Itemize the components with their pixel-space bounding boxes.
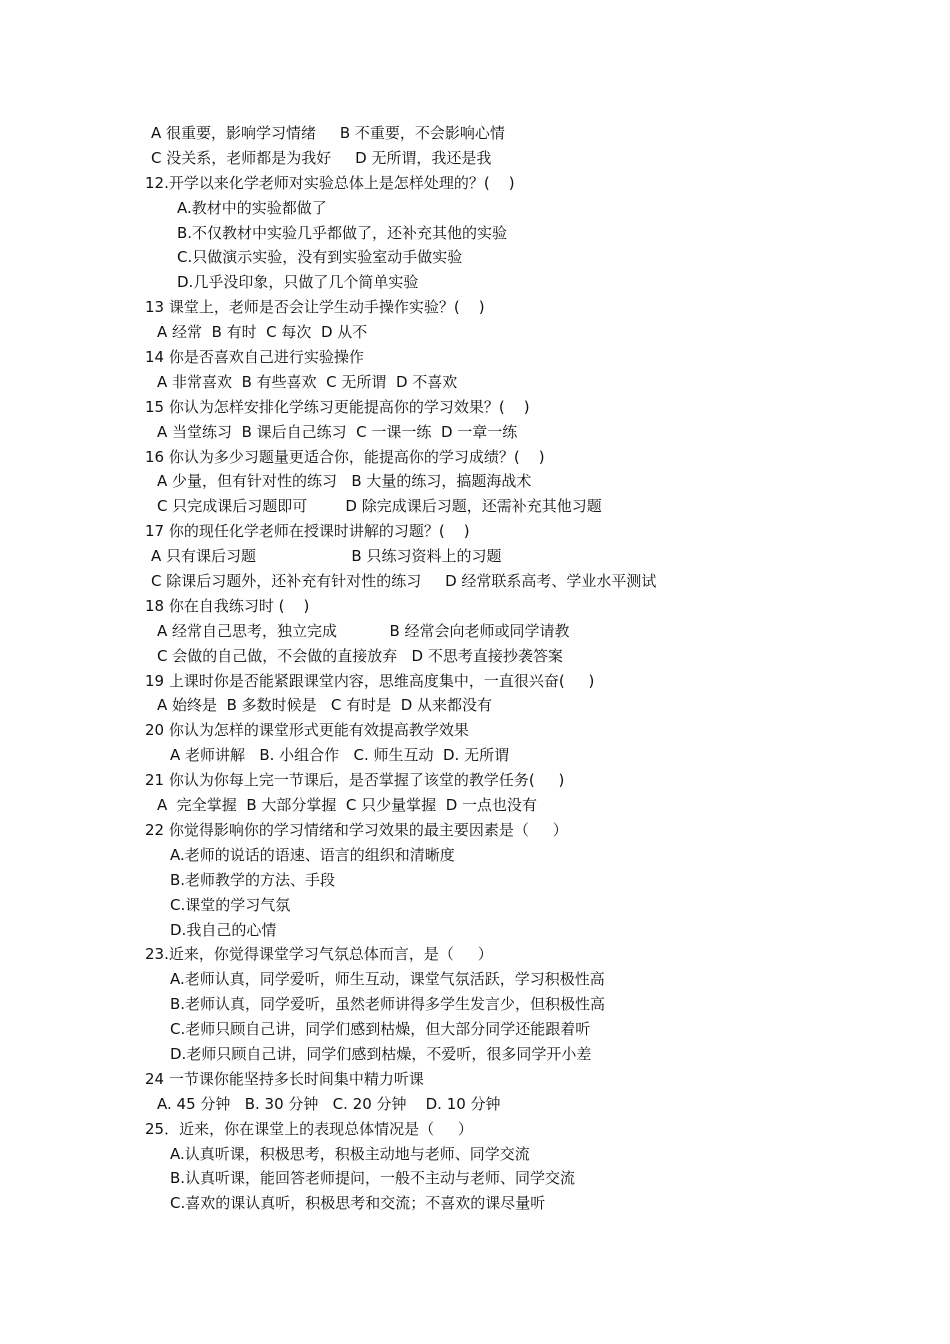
option-line: C.喜欢的课认真听，积极思考和交流；不喜欢的课尽量听	[170, 1194, 546, 1213]
option-line: D.我自己的心情	[170, 920, 277, 939]
option-line: A 很重要，影响学习情绪 B 不重要，不会影响心情	[151, 124, 505, 142]
option-line: A.老师认真，同学爱听，师生互动，课堂气氛活跃，学习积极性高	[170, 970, 605, 989]
option-line: A 经常 B 有时 C 每次 D 从不	[157, 323, 368, 342]
option-line: A 老师讲解 B. 小组合作 C. 师生互动 D. 无所谓	[170, 746, 510, 765]
option-line: A 当堂练习 B 课后自己练习 C 一课一练 D 一章一练	[157, 422, 518, 441]
option-line: C 只完成课后习题即可 D 除完成课后习题，还需补充其他习题	[157, 497, 602, 516]
option-line: A 少量，但有针对性的练习 B 大量的练习，搞题海战术	[157, 472, 532, 491]
questionnaire-body	[0, 121, 950, 1216]
question-line: 17 你的现任化学老师在授课时讲解的习题？( )	[145, 522, 470, 541]
option-line: C.只做演示实验，没有到实验室动手做实验	[177, 248, 463, 267]
option-line: B.老师认真，同学爱听，虽然老师讲得多学生发言少，但积极性高	[170, 995, 606, 1014]
option-line: A.老师的说话的语速、语言的组织和清晰度	[170, 845, 455, 864]
option-line: D.老师只顾自己讲，同学们感到枯燥，不爱听，很多同学开小差	[170, 1044, 592, 1063]
question-line: 23.近来，你觉得课堂学习气氛总体而言，是（ ）	[145, 945, 493, 964]
option-line: B.认真听课，能回答老师提问，一般不主动与老师、同学交流	[170, 1169, 576, 1188]
question-line: 14 你是否喜欢自己进行实验操作	[145, 348, 364, 367]
option-line: A 只有课后习题 B 只练习资料上的习题	[151, 547, 502, 566]
question-line: 22 你觉得影响你的学习情绪和学习效果的最主要因素是（ ）	[145, 820, 568, 839]
question-line: 12.开学以来化学老师对实验总体上是怎样处理的？( )	[145, 173, 515, 192]
option-line: B.老师教学的方法、手段	[170, 870, 336, 889]
option-line: A 完全掌握 B 大部分掌握 C 只少量掌握 D 一点也没有	[157, 796, 538, 815]
option-line: A 始终是 B 多数时候是 C 有时是 D 从来都没有	[157, 696, 493, 715]
option-line: C 没关系，老师都是为我好 D 无所谓，我还是我	[151, 148, 492, 167]
option-line: C.课堂的学习气氛	[170, 895, 291, 914]
question-line: 21 你认为你每上完一节课后，是否掌握了该堂的教学任务( )	[145, 771, 565, 790]
option-line: A.教材中的实验都做了	[177, 198, 327, 217]
question-line: 15 你认为怎样安排化学练习更能提高你的学习效果？( )	[145, 397, 530, 416]
question-line: 16 你认为多少习题量更适合你，能提高你的学习成绩？( )	[145, 447, 545, 466]
option-line: B.不仅教材中实验几乎都做了，还补充其他的实验	[177, 223, 508, 242]
option-line: A.认真听课，积极思考，积极主动地与老师、同学交流	[170, 1144, 530, 1163]
question-line: 24 一节课你能坚持多长时间集中精力听课	[145, 1069, 424, 1088]
option-line: A. 45 分钟 B. 30 分钟 C. 20 分钟 D. 10 分钟	[157, 1094, 501, 1113]
option-line: A 非常喜欢 B 有些喜欢 C 无所谓 D 不喜欢	[157, 372, 458, 391]
question-line: 19 上课时你是否能紧跟课堂内容，思维高度集中，一直很兴奋( )	[145, 671, 595, 690]
question-line: 13 课堂上，老师是否会让学生动手操作实验？( )	[145, 298, 485, 317]
question-line: 18 你在自我练习时 ( )	[145, 596, 310, 615]
option-line: A 经常自己思考，独立完成 B 经常会向老师或同学请教	[157, 621, 570, 640]
question-line: 25．近来，你在课堂上的表现总体情况是（ ）	[145, 1119, 473, 1138]
option-line: D.几乎没印象，只做了几个简单实验	[177, 273, 419, 292]
option-line: C.老师只顾自己讲，同学们感到枯燥，但大部分同学还能跟着听	[170, 1020, 591, 1039]
question-line: 20 你认为怎样的课堂形式更能有效提高教学效果	[145, 721, 469, 740]
option-line: C 会做的自己做，不会做的直接放弃 D 不思考直接抄袭答案	[157, 646, 563, 665]
option-line: C 除课后习题外，还补充有针对性的练习 D 经常联系高考、学业水平测试	[151, 572, 657, 591]
